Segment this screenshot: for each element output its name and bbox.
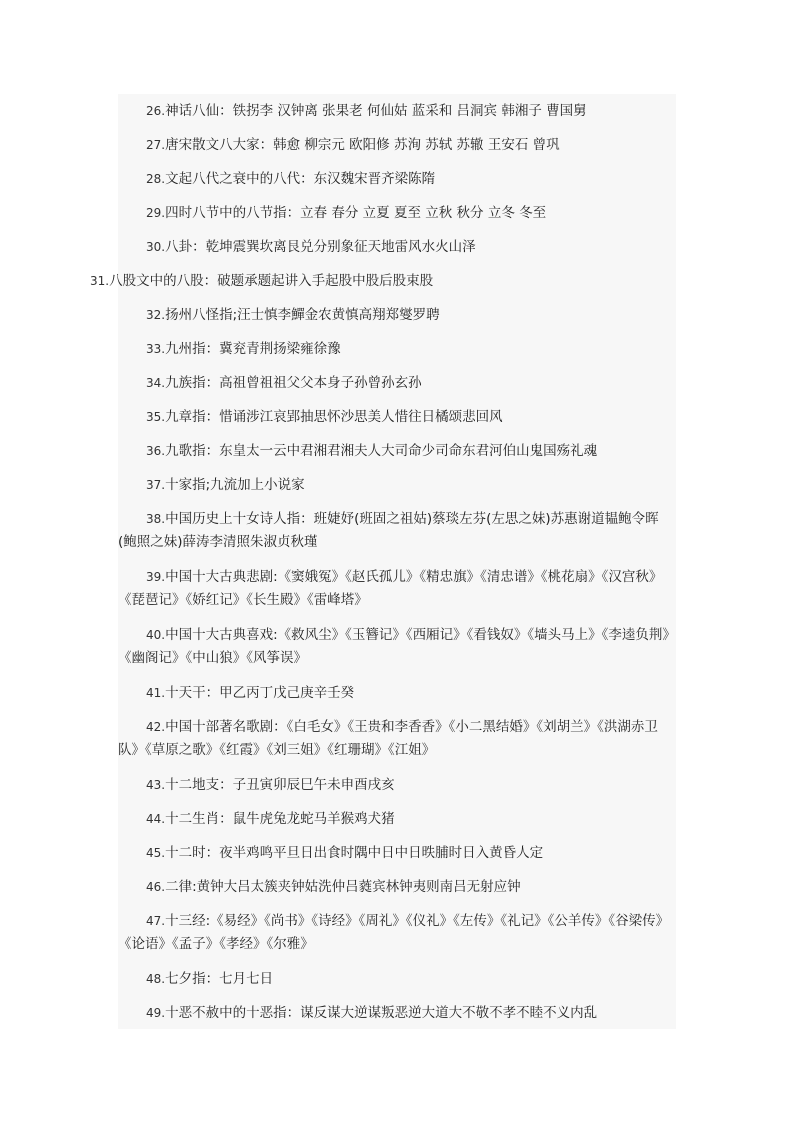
list-item — [118, 168, 676, 191]
list-item — [118, 716, 676, 762]
entry-text: 四时八节中的八节指：立春 春分 立夏 夏至 立秋 秋分 立冬 冬至 — [165, 205, 547, 221]
entry-number: 29. — [146, 206, 166, 220]
entry-text: 十二生肖：鼠牛虎兔龙蛇马羊猴鸡犬猪 — [165, 811, 395, 827]
entry-text: 中国历史上十女诗人指：班婕妤(班固之祖姑)蔡琰左芬(左思之妹)苏惠谢道韫鲍令晖(鲍照之妹)薛涛李清照朱淑贞秋瑾 — [118, 511, 659, 550]
list-item — [118, 566, 676, 612]
list-item — [118, 134, 676, 157]
entry-text: 神话八仙：铁拐李 汉钟离 张果老 何仙姑 蓝采和 吕洞宾 韩湘子 曹国舅 — [165, 103, 587, 119]
list-item — [118, 100, 676, 123]
entry-number: 49. — [146, 1006, 166, 1020]
entry-text: 九章指：惜诵涉江哀郢抽思怀沙思美人惜往日橘颂悲回风 — [165, 409, 503, 425]
list-item — [118, 304, 676, 327]
entry-text: 九歌指：东皇太一云中君湘君湘夫人大司命少司命东君河伯山鬼国殇礼魂 — [165, 443, 598, 459]
entry-number: 41. — [146, 686, 166, 700]
entry-text: 十三经:《易经》《尚书》《诗经》《周礼》《仪礼》《左传》《礼记》《公羊传》《谷梁传》《论语》《孟子》《孝经》《尔雅》 — [118, 913, 670, 952]
entry-number: 31. — [90, 274, 110, 288]
entry-number: 30. — [146, 240, 166, 254]
entry-number: 42. — [146, 720, 166, 734]
entry-number: 28. — [146, 172, 166, 186]
list-item — [118, 474, 676, 497]
list-item — [118, 202, 676, 225]
entry-text: 十家指;九流加上小说家 — [165, 477, 305, 493]
entry-number: 47. — [146, 914, 166, 928]
entry-text: 八股文中的八股：破题承题起讲入手起股中股后股束股 — [109, 273, 434, 289]
entry-text: 中国十部著名歌剧：《白毛女》《王贵和李香香》《小二黑结婚》《刘胡兰》《洪湖赤卫队》《草原之歌》《红霞》《刘三姐》《红珊瑚》《江姐》 — [118, 719, 658, 758]
entry-text: 九族指：高祖曾祖祖父父本身子孙曾孙玄孙 — [165, 375, 422, 391]
list-item — [118, 624, 676, 670]
entry-text: 唐宋散文八大家：韩愈 柳宗元 欧阳修 苏洵 苏轼 苏辙 王安石 曾巩 — [165, 137, 560, 153]
list-item — [118, 338, 676, 361]
entry-text: 十恶不赦中的十恶指：谋反谋大逆谋叛恶逆大道大不敬不孝不睦不义内乱 — [165, 1005, 598, 1021]
entry-number: 46. — [146, 880, 166, 894]
list-item — [90, 270, 676, 293]
list-item — [118, 236, 676, 259]
document-page — [90, 94, 676, 1029]
entry-text: 九州指：冀兖青荆扬梁雍徐豫 — [165, 341, 341, 357]
entry-number: 40. — [146, 628, 166, 642]
list-item — [118, 876, 676, 899]
entry-number: 36. — [146, 444, 166, 458]
entry-number: 33. — [146, 342, 166, 356]
entry-number: 38. — [146, 512, 166, 526]
entry-text: 中国十大古典悲剧:《窦娥冤》《赵氏孤儿》《精忠旗》《清忠谱》《桃花扇》《汉宫秋》《琵琶记》《娇红记》《长生殿》《雷峰塔》 — [118, 569, 663, 608]
entry-text: 十天干：甲乙丙丁戊己庚辛壬癸 — [165, 685, 355, 701]
list-item — [118, 440, 676, 463]
entry-number: 43. — [146, 778, 166, 792]
entry-number: 45. — [146, 846, 166, 860]
list-item — [118, 910, 676, 956]
list-item — [118, 406, 676, 429]
list-item — [118, 774, 676, 797]
entry-number: 34. — [146, 376, 166, 390]
entry-text: 中国十大古典喜戏:《救风尘》《玉簪记》《西厢记》《看钱奴》《墙头马上》《李逵负荆》《幽阁记》《中山狼》《风筝误》 — [118, 627, 676, 666]
entry-number: 35. — [146, 410, 166, 424]
list-item — [118, 372, 676, 395]
entry-number: 26. — [146, 104, 166, 118]
entry-number: 48. — [146, 972, 166, 986]
entry-number: 27. — [146, 138, 166, 152]
list-item — [118, 808, 676, 831]
list-item — [118, 1002, 676, 1025]
entry-number: 44. — [146, 812, 166, 826]
entry-number: 37. — [146, 478, 166, 492]
entry-number: 32. — [146, 308, 166, 322]
entry-text: 二律:黄钟大吕太簇夹钟姑洗仲吕蕤宾林钟夷则南吕无射应钟 — [165, 879, 521, 895]
entry-text: 十二时：夜半鸡鸣平旦日出食时隅中日中日昳脯时日入黄昏人定 — [165, 845, 544, 861]
list-item — [118, 682, 676, 705]
list-item — [118, 968, 676, 991]
entry-text: 文起八代之衰中的八代：东汉魏宋晋齐梁陈隋 — [165, 171, 436, 187]
list-item — [118, 508, 676, 554]
list-item — [118, 842, 676, 865]
entry-text: 八卦：乾坤震巽坎离艮兑分别象征天地雷风水火山泽 — [165, 239, 476, 255]
entry-text: 七夕指：七月七日 — [165, 971, 274, 987]
entry-number: 39. — [146, 570, 166, 584]
entry-text: 十二地支：子丑寅卯辰巳午未申酉戌亥 — [165, 777, 395, 793]
entry-text: 扬州八怪指;汪士慎李鱓金农黄慎高翔郑燮罗聘 — [165, 307, 440, 323]
